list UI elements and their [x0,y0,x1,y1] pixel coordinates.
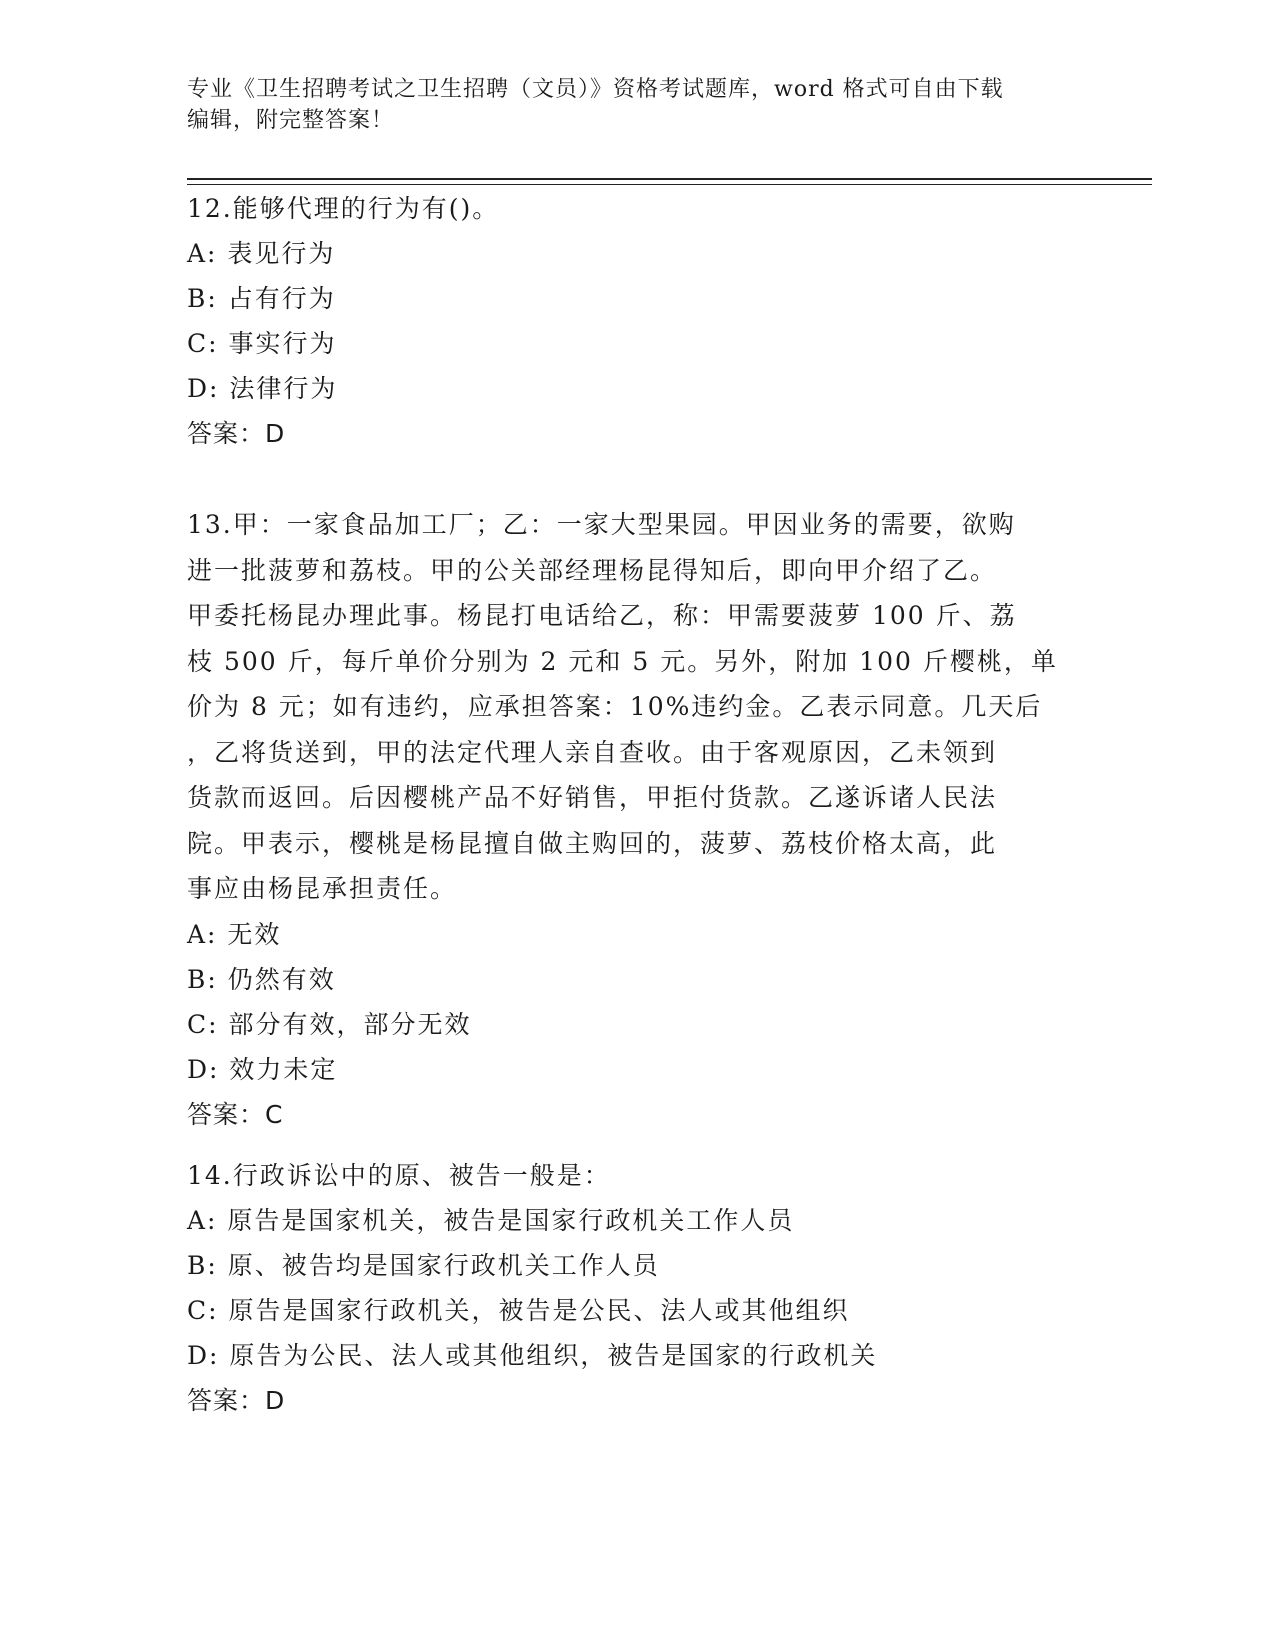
question-12 [187,186,1087,456]
stem-line: 进一批菠萝和荔枝。甲的公关部经理杨昆得知后，即向甲介绍了乙。 [187,555,998,585]
option-b: B: 仍然有效 [187,964,336,994]
stem-line: 货款而返回。后因樱桃产品不好销售，甲拒付货款。乙遂诉诸人民法 [187,783,998,812]
stem-line: 院。甲表示，樱桃是杨昆擅自做主购回的，菠萝、荔枝价格太高，此 [187,828,998,858]
question-stem [187,502,1087,912]
option-d: D: 原告为公民、法人或其他组织，被告是国家的行政机关 [187,1341,878,1370]
stem-line: 价为 8 元；如有违约，应承担答案：10%违约金。乙表示同意。几天后 [187,692,1043,721]
answer-label: 答案：D [187,1386,286,1415]
stem-line: 甲委托杨昆办理此事。杨昆打电话给乙，称：甲需要菠萝 100 斤、荔 [187,601,1017,630]
question-14 [187,1153,1087,1423]
stem-line: 枝 500 斤，每斤单价分别为 2 元和 5 元。另外，附加 100 斤樱桃，单 [187,646,1058,676]
question-13 [187,502,1087,1137]
answer-label: 答案：C [187,1099,284,1129]
header-line-1: 专业《卫生招聘考试之卫生招聘（文员）》资格考试题库，word 格式可自由下载 [187,77,1004,102]
option-d: D: 法律行为 [187,374,338,403]
answer-label: 答案：D [187,419,286,448]
stem-line: 事应由杨昆承担责任。 [187,874,458,903]
option-c: C: 事实行为 [187,329,337,358]
option-c: C: 部分有效，部分无效 [187,1009,472,1039]
question-stem: 12.能够代理的行为有()。 [187,194,500,223]
option-a: A: 原告是国家机关，被告是国家行政机关工作人员 [187,1206,795,1235]
option-a: A: 表见行为 [187,239,336,268]
header-divider-thin [187,184,1152,185]
option-d: D: 效力未定 [187,1054,338,1084]
stem-line: ，乙将货送到，甲的法定代理人亲自查收。由于客观原因，乙未领到 [187,737,998,767]
stem-line: 13.甲：一家食品加工厂；乙：一家大型果园。甲因业务的需要，欲购 [187,510,1016,539]
option-a: A: 无效 [187,919,282,949]
option-c: C: 原告是国家行政机关，被告是公民、法人或其他组织 [187,1296,850,1325]
header-line-2: 编辑，附完整答案！ [187,108,395,133]
document-header [187,74,1067,136]
option-b: B: 占有行为 [187,284,336,313]
option-b: B: 原、被告均是国家行政机关工作人员 [187,1251,660,1280]
question-stem: 14.行政诉讼中的原、被告一般是： [187,1161,611,1190]
header-divider-thick [187,178,1152,180]
